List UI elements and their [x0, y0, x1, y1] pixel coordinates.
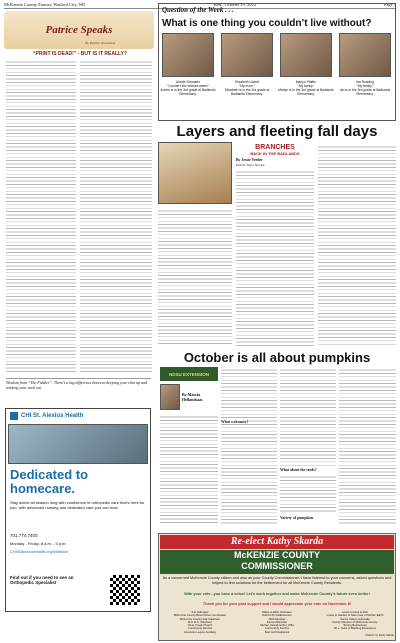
list-item: Community Service	[187, 626, 213, 631]
author-photo	[160, 384, 180, 410]
qotw-answer: “My family.”	[297, 84, 315, 88]
wisdom-quote: Wisdom from “The Fiddler”: There’s a big difference between keeping your chin up and sticking your neck out.	[6, 378, 151, 391]
qotw-info: Aubrie is in the 3rd grade at Badlands Elementary.	[160, 88, 216, 96]
chi-logo-text: CHI St. Alexius Health	[21, 413, 84, 419]
list-item: McKenzie County Fair Volunteer	[179, 616, 221, 621]
list-item: 30 + Years of Banking Experience	[333, 626, 377, 631]
chi-body: Stay active all season long with confidence in orthopedic care that’s here for you, with advanced nursing and dedicated care you can trust.	[10, 500, 145, 510]
qotw-headline: What is one thing you couldn’t live without?	[162, 18, 372, 29]
layers-photo	[158, 142, 232, 204]
qotw-info: Elizabeth is in the 3rd grade at Badlands Elementary.	[224, 88, 270, 96]
qotw-answer: “I couldn’t live without water!”	[166, 84, 210, 88]
qotw-name: Elizabeth Lilwett	[235, 80, 259, 84]
qotw-caption-3	[278, 80, 334, 96]
photo-person-1	[162, 33, 214, 77]
list-item: Mother, Grandmother, Wife	[260, 623, 294, 628]
layers-byline: By Jessie Veeder	[236, 158, 263, 162]
october-byline: By Marcia Hellandsaas	[182, 392, 203, 402]
chi-cta: Find out if you need to see an Orthopedic Specialist	[10, 575, 74, 586]
qotw-name: Aubrie Schwartz	[175, 80, 200, 84]
layers-byline-2: Prairie News Service	[236, 163, 265, 167]
qotw-label: Question of the Week . . .	[162, 6, 234, 14]
october-headline: October is all about pumpkins	[183, 350, 371, 365]
chi-logo	[10, 412, 83, 420]
page-number: Page 5	[383, 2, 396, 7]
list-item: Strong Businesses	[343, 623, 367, 628]
publication-date: Wed., October 19, 2022	[213, 2, 256, 7]
campaign-script: Re-elect Kathy Skarda	[160, 535, 394, 549]
campaign-message: As a concerned McKenzie County citizen and also as your County Commissioner, I have listened to your concerns, asked questions and helped to find solutions for the betterment for all McKenzie County Residents.	[162, 576, 392, 585]
qotw-name: Ian Roadlog	[356, 80, 374, 84]
chi-phone: 701.774.7400	[10, 533, 38, 538]
column-text-left	[6, 59, 76, 374]
qotw-answer: “My family.”	[356, 84, 374, 88]
list-item: McKenzie County Blood Drive Coordinator	[173, 613, 227, 618]
column-headline: “PRINT IS DEAD!” - BUT IS IT REALLY?	[33, 51, 127, 57]
list-item: 4-H Volunteer	[191, 610, 209, 614]
campaign-title-band	[160, 550, 394, 574]
october-text-1	[160, 414, 218, 524]
subhead-seeds: What about the seeds?	[280, 468, 317, 472]
october-text-2	[221, 367, 277, 524]
qotw-name: Mariyn Pfaffer	[295, 80, 317, 84]
october-text-3	[280, 367, 336, 467]
list-item: Loves to Hunt & Fish	[342, 610, 368, 614]
layers-headline: Layers and fleeting fall days	[176, 123, 378, 140]
campaign-thanks: Thank you for your past support and I would appreciate your vote on November 8!	[202, 602, 352, 606]
layers-text-left	[158, 208, 232, 346]
layers-text-mid	[236, 169, 314, 346]
branches-kicker	[236, 144, 314, 156]
publication-name: McKenzie County Farmer, Watford City, ND	[4, 2, 86, 7]
list-item: Make-A-Wish Volunteer	[262, 610, 292, 614]
campaign-vote: With your vote...you have a voice! Let’s work together and make McKenzie County’s future even better!	[184, 592, 370, 596]
qotw-answer: “My mom.”	[239, 84, 255, 88]
list-item: Community Service	[264, 626, 290, 631]
list-item: Family Member of McKenzie County	[332, 619, 378, 624]
campaign-list-1	[162, 611, 238, 634]
cross-icon	[10, 412, 18, 420]
photo-person-2	[221, 33, 273, 77]
column-title: Patrice Speaks	[45, 24, 113, 36]
list-item: American Legion Auxiliary	[183, 629, 217, 634]
photo-person-3	[280, 33, 332, 77]
kicker-top: BRANCHES	[255, 144, 295, 151]
campaign-line-2: COMMISSIONER	[241, 561, 313, 571]
qotw-info: Mariyn is in the 3rd grade at Badlands Elementary.	[278, 88, 334, 96]
photo-person-4	[339, 33, 391, 77]
subhead-welcomes: What welcomes?	[221, 420, 249, 424]
chi-web[interactable]: CHIStAlexiusHealth.org/Williston	[10, 549, 69, 554]
october-text-4	[280, 474, 336, 514]
list-item: NRA Member	[268, 616, 286, 621]
column-byline: By Patrice Townsend	[85, 41, 115, 45]
chi-ad-photo	[8, 424, 148, 464]
qotw-info: Ian is in the 3rd grade at Badlands Elementary.	[339, 88, 391, 96]
list-item: M.C.H.S. Volunteer	[188, 619, 212, 624]
list-item: Star Golf Registrant	[264, 629, 290, 634]
campaign-list-2	[239, 611, 315, 634]
paid-for-line: Paid for by Kathy Skarda	[365, 634, 394, 637]
chi-hours: Monday - Friday, 8 a.m. - 5 p.m.	[10, 541, 67, 546]
kicker-bottom: BACK IN THE BADLANDS	[250, 151, 300, 156]
qotw-caption-4	[337, 80, 393, 96]
qotw-caption-1	[160, 80, 216, 96]
ndsu-logo: NDSU EXTENSION	[160, 367, 218, 381]
campaign-line-1: McKENZIE COUNTY	[233, 550, 320, 560]
layers-text-right	[318, 144, 396, 346]
list-item: Loves to Garden & Take Care of Mother Earth	[326, 613, 384, 618]
list-item: Senior Citizen Advocate	[340, 616, 370, 621]
list-item: Farmer/Rancher	[266, 619, 288, 624]
list-item: Clear Creek Church	[187, 623, 213, 628]
campaign-list-3	[316, 611, 394, 631]
qr-code-icon	[110, 575, 140, 605]
subhead-variety: Variety of pumpkins	[280, 516, 314, 520]
column-text-right	[80, 59, 152, 374]
october-text-5	[339, 367, 396, 524]
chi-headline: Dedicated to homecare.	[10, 467, 89, 496]
qotw-caption-2	[219, 80, 275, 96]
list-item: District #1 Cattlewomen	[262, 613, 292, 618]
